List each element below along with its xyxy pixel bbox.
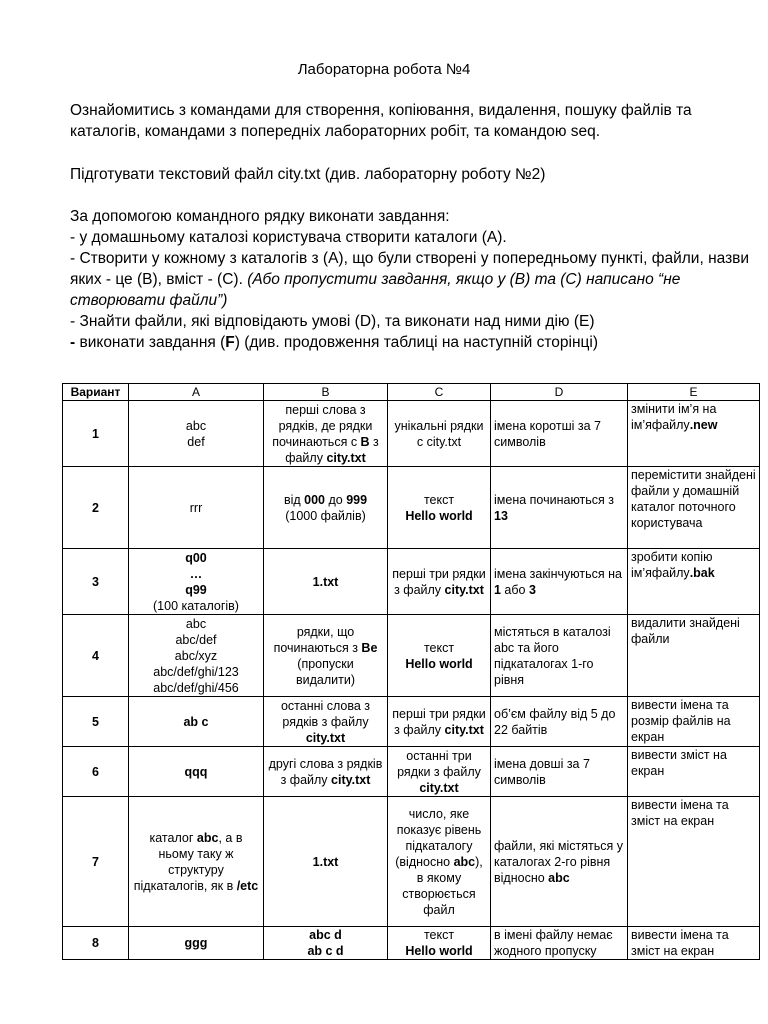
cell-d: містяться в каталозі abc та його підкаталогах 1-го рівня [491,615,628,697]
page-title: Лабораторна робота №4 [297,61,471,78]
cell-c-text: перші три рядки з файлу [392,566,486,597]
cell-b-bold: ab c d [307,944,344,958]
table-row [63,467,760,549]
cell-a: abc abc/def abc/xyz abc/def/ghi/123 abc/def/ghi/456 [129,615,264,697]
variant-number: 5 [63,697,129,747]
cell-c [388,467,491,549]
cell-b-text: другі слова з рядків з файлу [268,756,383,787]
header-d: D [491,384,628,401]
cell-c-text: текст [423,492,455,507]
cell-a-bold: q99 [185,582,207,597]
variant-number: 3 [63,549,129,615]
cell-d-bold: 13 [494,508,508,523]
cell-a-bold: ggg [184,936,208,950]
cell-c-text: перші три рядки з файлу [392,706,486,737]
cell-b-text: останні слова з рядків з файлу [280,698,371,729]
cell-b-text: перші слова з рядків, де рядки починаються с [272,402,373,449]
table-row [63,549,760,615]
cell-b-bold: 1.txt [312,574,339,589]
cell-b [264,467,388,549]
task-step-2 [70,248,750,311]
cell-b-bold: city.txt [305,730,346,745]
task-step-4-text: виконати завдання ( [79,334,226,351]
cell-b [264,615,388,697]
cell-a-bold: abc [196,830,219,845]
cell-d: об’єм файлу від 5 до 22 байтів [491,697,628,747]
cell-a-bold: qqq [184,764,208,779]
table-header-row [63,384,760,401]
cell-c-bold: Hello world [405,656,473,671]
task-step-4-dash: - [70,334,80,351]
cell-b [264,697,388,747]
cell-b [264,927,388,960]
cell-e [628,549,760,615]
cell-c-bold: Hello world [405,944,473,958]
table-row [63,401,760,467]
cell-b-bold: 999 [346,492,368,507]
cell-b-bold: city.txt [326,450,366,465]
cell-d-text: імена починаються з [494,492,615,507]
cell-c-text: ), в якому створюється файл [402,854,483,917]
cell-d [491,797,628,927]
cell-c-text: число, яке показує рівень підкаталогу (відносно [395,806,482,869]
cell-b-bold: Be [361,640,378,655]
intro-paragraph: Ознайомитись з командами для створення, копіювання, видалення, пошуку файлів та каталогів, командами з попередніх лабораторних робіт, та командою seq. [70,102,692,140]
task-heading: За допомогою командного рядку виконати завдання: [70,208,450,225]
cell-d [491,467,628,549]
task-step-2-note: (Або пропустити завдання, якщо у (В) та (С) написано “не створювати файли”) [70,271,681,309]
cell-c-bold: Hello world [405,508,473,523]
variant-number: 7 [63,797,129,927]
cell-d-bold: 1 [494,582,501,597]
cell-d-text: імена закінчуються на [494,566,622,581]
cell-a-text: каталог [149,830,197,845]
cell-b-bold: 000 [304,492,325,507]
table-row [63,797,760,927]
cell-a [129,697,264,747]
header-e: E [628,384,760,401]
cell-d-text: файли, які містяться у каталогах 2-го рівня відносно [494,838,624,885]
cell-e: вивести зміст на екран [628,747,760,797]
cell-a-text: (100 каталогів) [153,598,239,613]
table-row [63,697,760,747]
cell-c: унікальні рядки с city.txt [388,401,491,467]
variant-number: 1 [63,401,129,467]
header-b: B [264,384,388,401]
prepare-paragraph: Підготувати текстовий файл city.txt (див. лабораторну роботу №2) [70,166,546,183]
cell-b [264,549,388,615]
cell-e-text: змінити ім’я на ім’яфайлу [631,402,717,432]
header-c: C [388,384,491,401]
task-step-4 [70,332,750,353]
cell-c-text: текст [423,928,455,942]
cell-e: вивести імена та розмір файлів на екран [628,697,760,747]
cell-b-text: до [324,492,347,507]
cell-b-text: (1000 файлів) [285,508,366,523]
cell-a [129,549,264,615]
cell-d-text: або [500,582,529,597]
cell-d: в імені файлу немає жодного пропуску [491,927,628,960]
table-row [63,927,760,960]
cell-d-bold: abc [548,870,570,885]
cell-b [264,401,388,467]
variant-number: 4 [63,615,129,697]
cell-e: перемістити знайдені файли у домашній каталог поточного користувача [628,467,760,549]
header-a: A [129,384,264,401]
cell-c-text: останні три рядки з файлу [397,748,481,779]
cell-e-bold: .bak [689,566,715,580]
variants-table [62,383,760,960]
cell-d [491,549,628,615]
cell-e: видалити знайдені файли [628,615,760,697]
cell-c [388,697,491,747]
cell-b-bold: 1.txt [312,854,339,869]
cell-b [264,797,388,927]
variant-number: 2 [63,467,129,549]
variant-number: 6 [63,747,129,797]
cell-c-text: текст [423,640,455,655]
cell-b-bold: abc d [309,928,342,942]
header-variant: Вариант [63,384,129,401]
variant-number: 8 [63,927,129,960]
cell-c-bold: city.txt [419,780,459,795]
cell-a-bold: ab c [183,714,209,729]
cell-c [388,797,491,927]
task-step-2-text: - Створити у кожному з каталогів з (А), що були створені у попередньому пункті, файли, назви яких - це (В), вміст - (С). [70,250,750,288]
cell-c [388,747,491,797]
cell-b-bold: B [360,434,370,449]
cell-d: імена довші за 7 символів [491,747,628,797]
cell-a: abc def [129,401,264,467]
cell-b-text: (пропуски видалити) [295,656,355,687]
cell-c [388,927,491,960]
cell-a [129,747,264,797]
cell-b [264,747,388,797]
table-row [63,747,760,797]
cell-a-text: , а в ньому таку ж структуру підкаталогів, як в [133,830,243,893]
cell-a-bold: q00 [185,550,207,565]
task-list [70,206,750,353]
cell-e: вивести імена та зміст на екран [628,927,760,960]
cell-b-text: з файлу [285,434,379,465]
cell-d: імена коротші за 7 символів [491,401,628,467]
cell-e: вивести імена та зміст на екран [628,797,760,927]
task-step-4-f: F [225,334,235,351]
cell-a [129,927,264,960]
cell-c-bold: abc [453,854,476,869]
cell-d-bold: 3 [528,582,536,597]
cell-a [129,797,264,927]
cell-a-bold: /etc [236,878,259,893]
cell-a-bold: … [189,566,203,581]
cell-b-text: рядки, що починаються з [273,624,362,655]
task-step-3: - Знайти файли, які відповідають умові (D), та виконати над ними дію (Е) [70,313,595,330]
cell-a: rrr [129,467,264,549]
cell-b-text: від [283,492,305,507]
cell-c [388,549,491,615]
cell-b-bold: city.txt [331,772,371,787]
task-step-4-tail: ) (див. продовження таблиці на наступній сторінці) [234,334,599,351]
cell-c [388,615,491,697]
cell-e [628,401,760,467]
table-row [63,615,760,697]
cell-c-bold: city.txt [444,582,484,597]
cell-e-bold: .new [689,418,718,432]
cell-e-text: зробити копію ім’яфайлу [631,550,713,580]
cell-c-bold: city.txt [444,722,484,737]
task-step-1: - у домашньому каталозі користувача створити каталоги (А). [70,229,507,246]
